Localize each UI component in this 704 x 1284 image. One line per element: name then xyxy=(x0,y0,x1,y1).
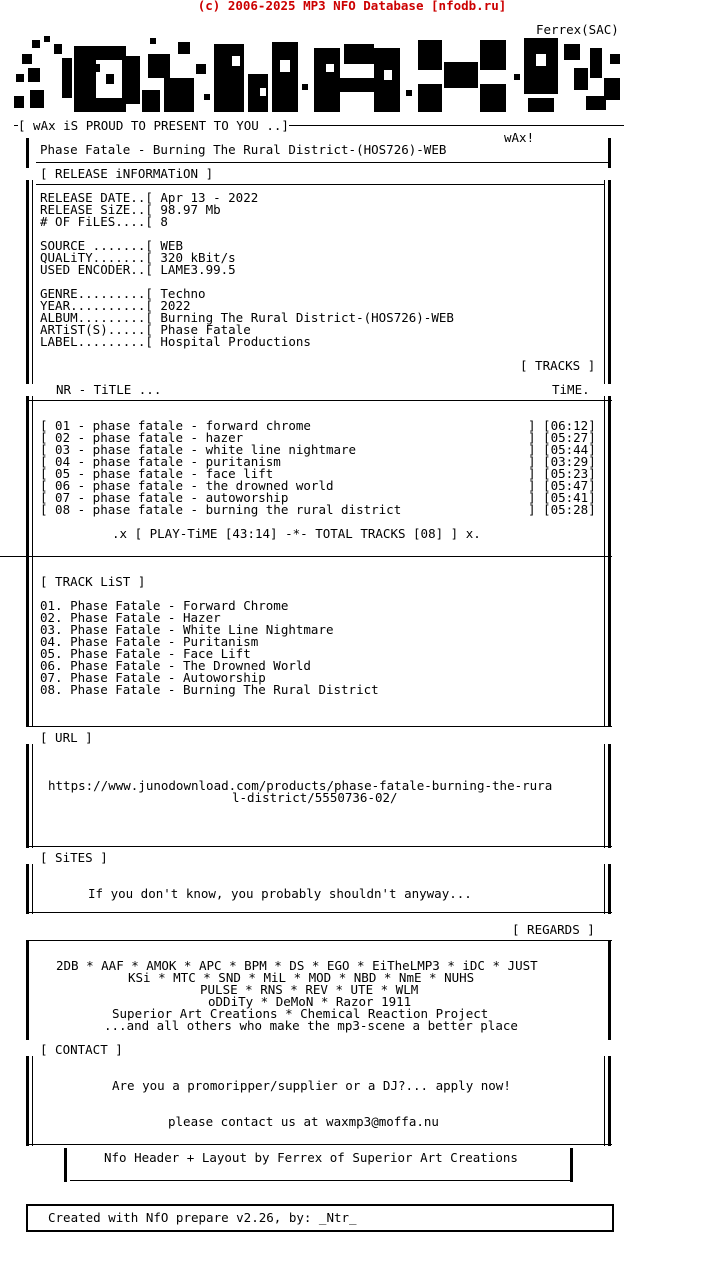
created-with-text: Created with NfO prepare v2.26, by: _Ntr_ xyxy=(48,1210,357,1225)
layout-credits: Nfo Header + Layout by Ferrex of Superior Art Creations xyxy=(104,1150,518,1165)
sites-text: If you don't know, you probably shouldn't anyway... xyxy=(88,886,472,901)
track-time: ] [03:29] xyxy=(528,454,596,469)
intro-line: [ wAx iS PROUD TO PRESENT TO YOU ..] xyxy=(18,118,289,133)
copyright-banner: (c) 2006-2025 MP3 NFO Database [nfodb.ru] xyxy=(197,0,507,13)
group-tag: wAx! xyxy=(504,130,535,145)
contact-email-text[interactable]: please contact us at waxmp3@moffa.nu xyxy=(168,1114,439,1129)
track-row: [ 07 - phase fatale - autoworship xyxy=(40,490,289,505)
section-release-info: [ RELEASE iNFORMATiON ] xyxy=(40,166,214,181)
regards-line: ...and all others who make the mp3-scene a better place xyxy=(104,1018,518,1033)
section-regards: [ REGARDS ] xyxy=(512,922,595,937)
track-row: [ 01 - phase fatale - forward chrome xyxy=(40,418,311,433)
section-contact: [ CONTACT ] xyxy=(40,1042,123,1057)
list-item: 02. Phase Fatale - Hazer xyxy=(40,610,221,625)
playtime-summary: .x [ PLAY-TiME [43:14] -*- TOTAL TRACKS [08] ] x. xyxy=(112,526,481,541)
info-label: LABEL.........[ Hospital Productions xyxy=(40,334,311,349)
info-artist: ARTiST(S).....[ Phase Fatale xyxy=(40,322,251,337)
track-row: [ 04 - phase fatale - puritanism xyxy=(40,454,281,469)
regards-line: oDDiTy * DeMoN * Razor 1911 xyxy=(208,994,412,1009)
track-row: [ 02 - phase fatale - hazer xyxy=(40,430,244,445)
track-time: ] [05:27] xyxy=(528,430,596,445)
artist-signature: Ferrex(SAC) xyxy=(536,22,619,37)
release-url-line2[interactable]: l-district/5550736-02/ xyxy=(232,790,398,805)
section-sites: [ SiTES ] xyxy=(40,850,108,865)
list-item: 01. Phase Fatale - Forward Chrome xyxy=(40,598,289,613)
list-item: 03. Phase Fatale - White Line Nightmare xyxy=(40,622,334,637)
regards-line: 2DB * AAF * AMOK * APC * BPM * DS * EGO * EiTheLMP3 * iDC * JUST xyxy=(56,958,538,973)
contact-apply-text: Are you a promoripper/supplier or a DJ?... apply now! xyxy=(112,1078,511,1093)
info-release-size: RELEASE SiZE..[ 98.97 Mb xyxy=(40,202,221,217)
info-num-files: # OF FiLES....[ 8 xyxy=(40,214,168,229)
wax-ascii-logo xyxy=(14,34,624,124)
tracks-header-title: NR - TiTLE ... xyxy=(56,382,162,397)
list-item: 06. Phase Fatale - The Drowned World xyxy=(40,658,311,673)
info-release-date: RELEASE DATE..[ Apr 13 - 2022 xyxy=(40,190,259,205)
section-tracks: [ TRACKS ] xyxy=(520,358,596,373)
track-time: ] [05:44] xyxy=(528,442,596,457)
track-time: ] [05:47] xyxy=(528,478,596,493)
track-time: ] [05:28] xyxy=(528,502,596,517)
info-quality: QUALiTY.......[ 320 kBit/s xyxy=(40,250,236,265)
list-item: 05. Phase Fatale - Face Lift xyxy=(40,646,251,661)
release-title: Phase Fatale - Burning The Rural District-(HOS726)-WEB xyxy=(40,142,447,157)
regards-line: KSi * MTC * SND * MiL * MOD * NBD * NmE * NUHS xyxy=(128,970,475,985)
info-year: YEAR..........[ 2022 xyxy=(40,298,191,313)
info-encoder: USED ENCODER..[ LAME3.99.5 xyxy=(40,262,236,277)
regards-line: Superior Art Creations * Chemical Reaction Project xyxy=(112,1006,489,1021)
regards-line: PULSE * RNS * REV * UTE * WLM xyxy=(200,982,419,997)
info-album: ALBUM.........[ Burning The Rural District-(HOS726)-WEB xyxy=(40,310,454,325)
tracks-header-time: TiME. xyxy=(552,382,590,397)
track-time: ] [05:41] xyxy=(528,490,596,505)
release-url-line1[interactable]: https://www.junodownload.com/products/phase-fatale-burning-the-rura xyxy=(48,778,553,793)
info-source: SOURCE .......[ WEB xyxy=(40,238,183,253)
section-track-list: [ TRACK LiST ] xyxy=(40,574,146,589)
info-genre: GENRE.........[ Techno xyxy=(40,286,206,301)
track-time: ] [06:12] xyxy=(528,418,596,433)
list-item: 07. Phase Fatale - Autoworship xyxy=(40,670,266,685)
track-time: ] [05:23] xyxy=(528,466,596,481)
track-row: [ 08 - phase fatale - burning the rural district xyxy=(40,502,402,517)
list-item: 08. Phase Fatale - Burning The Rural District xyxy=(40,682,379,697)
section-url: [ URL ] xyxy=(40,730,93,745)
track-row: [ 05 - phase fatale - face lift xyxy=(40,466,274,481)
track-row: [ 06 - phase fatale - the drowned world xyxy=(40,478,334,493)
track-row: [ 03 - phase fatale - white line nightmare xyxy=(40,442,357,457)
list-item: 04. Phase Fatale - Puritanism xyxy=(40,634,259,649)
